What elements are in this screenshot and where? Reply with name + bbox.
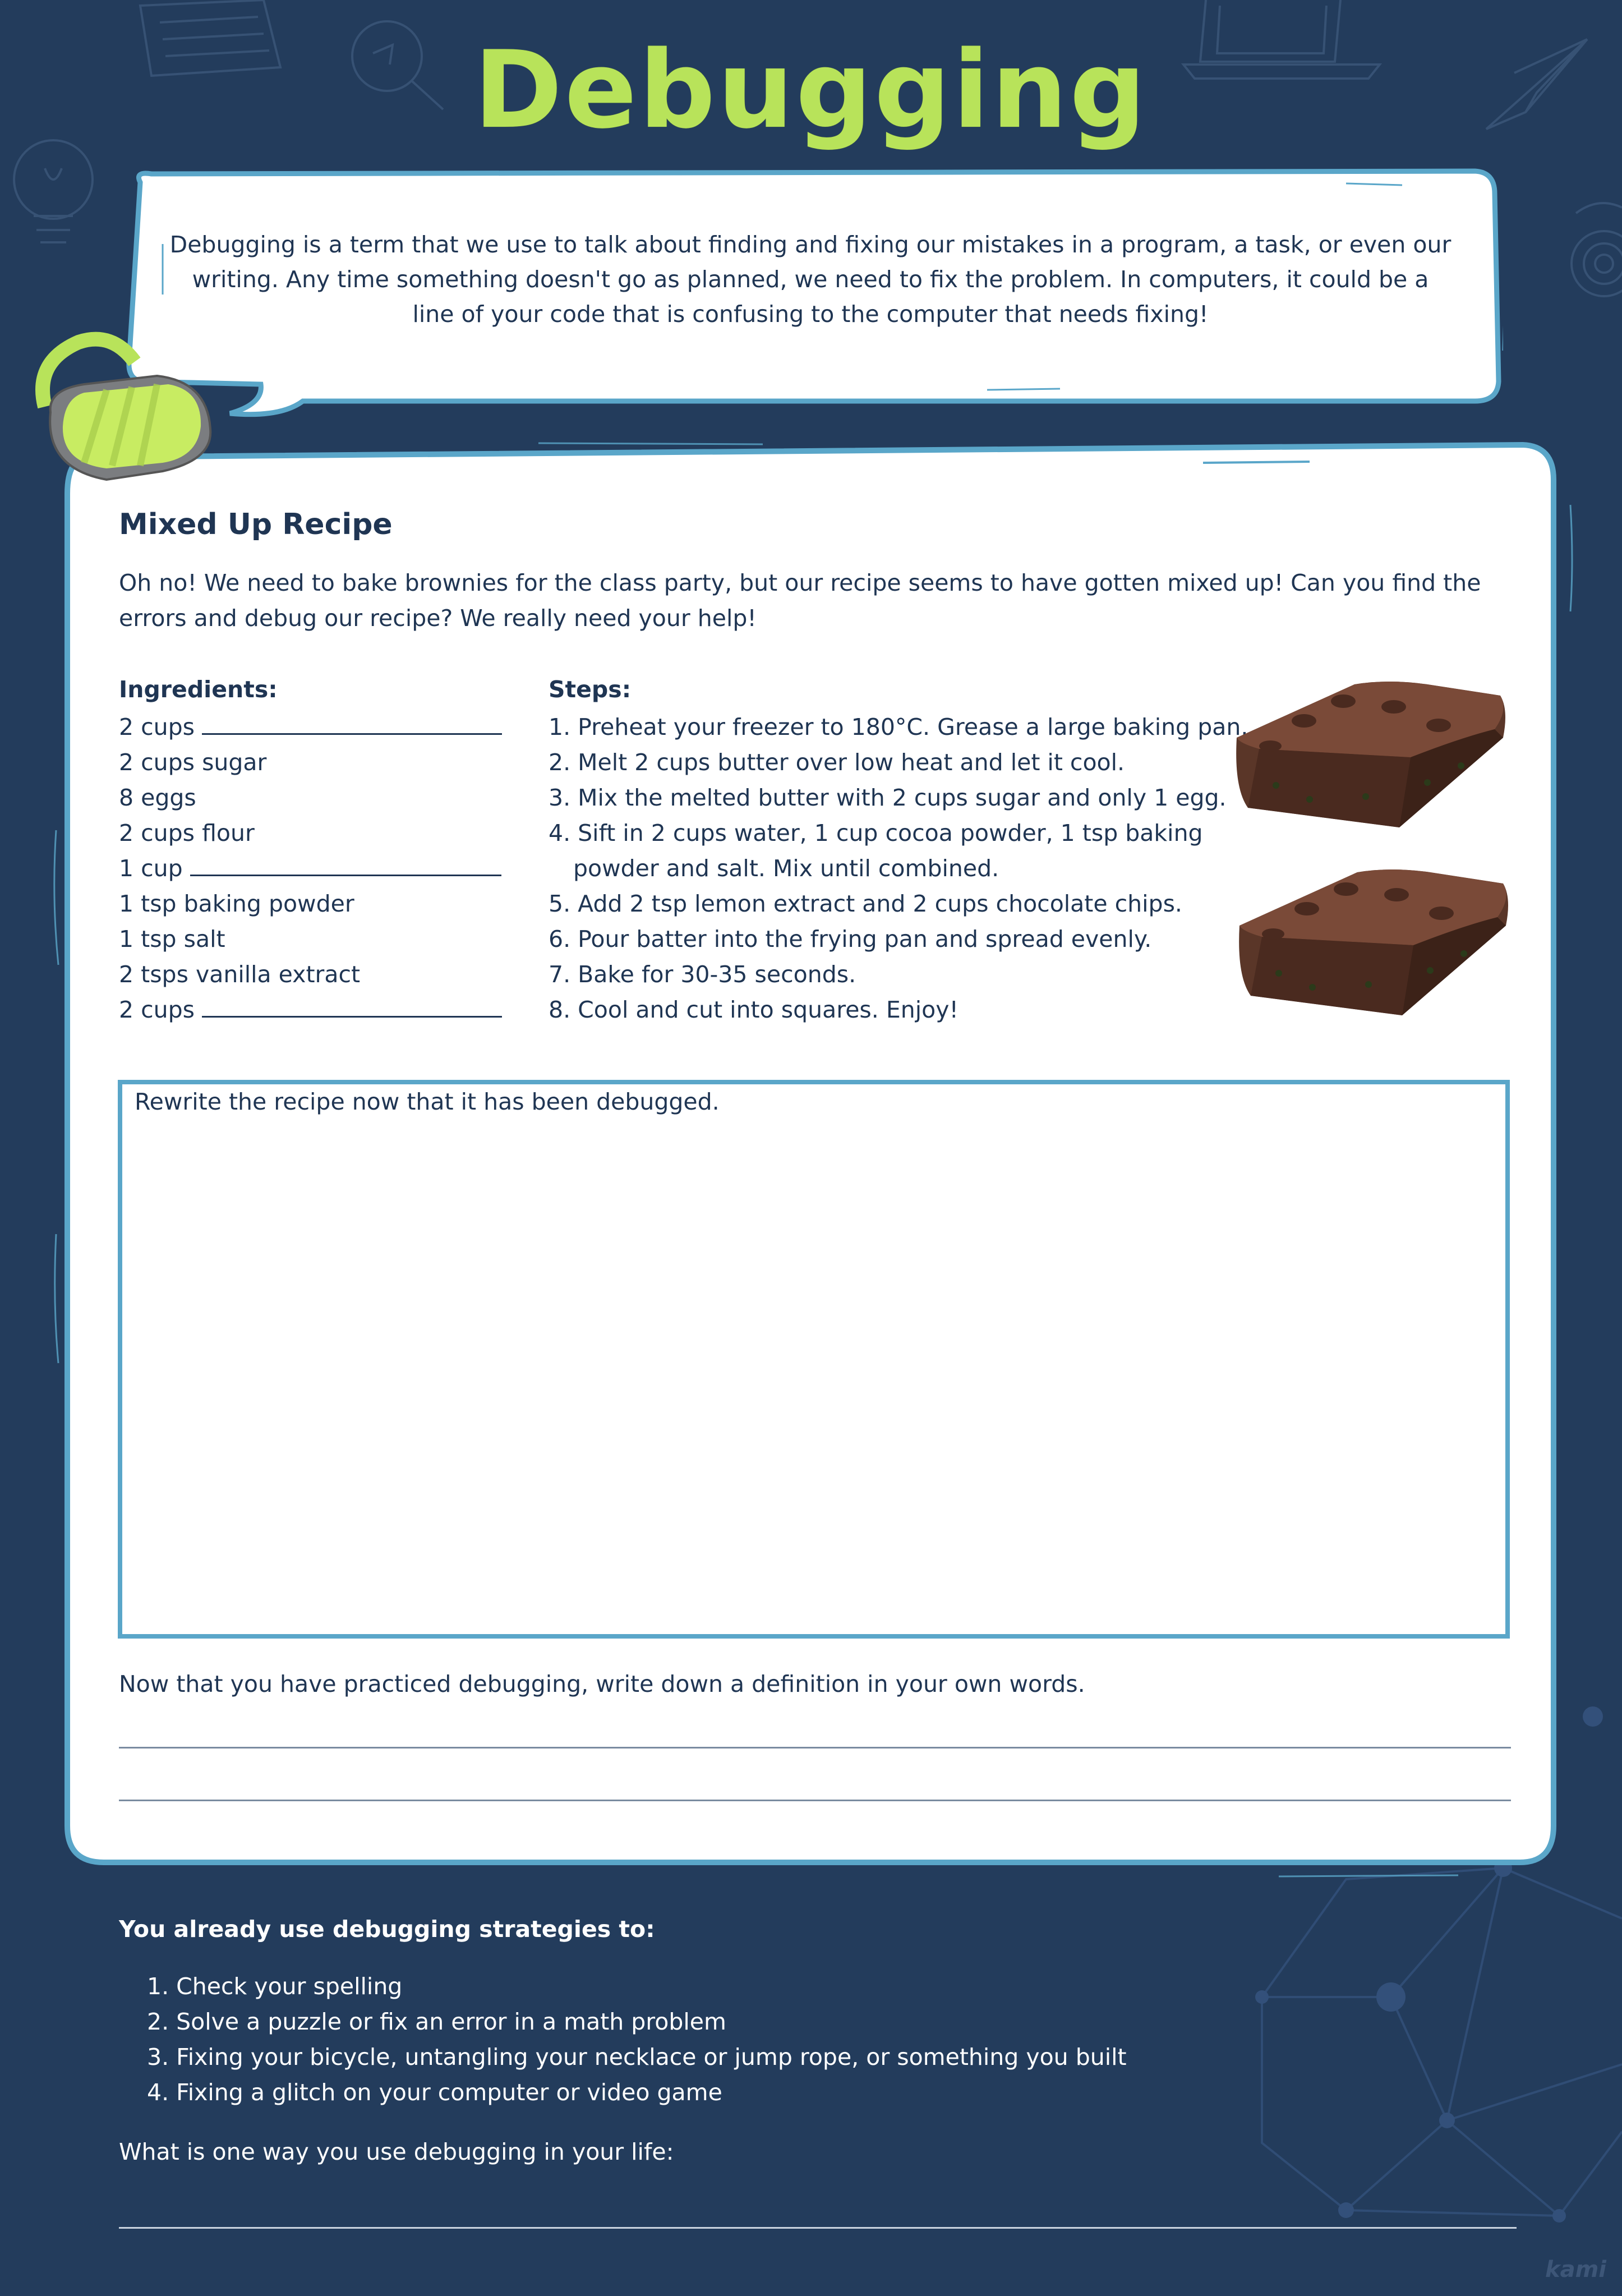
strategies-heading: You already use debugging strategies to: xyxy=(119,1916,655,1943)
fill-in-blank[interactable] xyxy=(202,711,502,735)
kami-logo: kami xyxy=(1545,2257,1606,2283)
ingredient-item: 1 tsp salt xyxy=(119,926,225,953)
step-item: 1. Preheat your freezer to 180°C. Grease a large baking pan. xyxy=(549,714,1248,740)
page-title: Debugging xyxy=(473,28,1149,152)
ingredients-list xyxy=(119,710,502,1028)
strategy-item: 4. Fixing a glitch on your computer or video game xyxy=(147,2079,722,2106)
step-item: 6. Pour batter into the frying pan and spread evenly. xyxy=(549,926,1152,953)
ingredient-item: 2 tsps vanilla extract xyxy=(119,961,361,988)
intro-text: Debugging is a term that we use to talk about finding and fixing our mistakes in a program, a task, or even our writing. Any time something doesn't go as planned, we need to fix the problem. In computers, it could be a line of your code that is confusing to the computer that needs fixing! xyxy=(169,231,1451,328)
lightbulb-icon xyxy=(14,140,93,242)
life-prompt: What is one way you use debugging in your life: xyxy=(119,2138,674,2165)
strategy-item: 2. Solve a puzzle or fix an error in a math problem xyxy=(147,2008,726,2035)
step-item: 4. Sift in 2 cups water, 1 cup cocoa powder, 1 tsp baking xyxy=(549,820,1203,846)
ingredient-item: 2 cups sugar xyxy=(119,749,267,776)
strategies-list xyxy=(147,1969,1127,2110)
fill-in-blank[interactable] xyxy=(190,852,501,876)
ingredients-heading: Ingredients: xyxy=(119,676,278,703)
life-answer-line[interactable] xyxy=(119,2227,1517,2229)
ingredient-item: 2 cups flour xyxy=(119,820,255,846)
step-item: 5. Add 2 tsp lemon extract and 2 cups chocolate chips. xyxy=(549,890,1182,917)
step-item: 8. Cool and cut into squares. Enjoy! xyxy=(549,996,959,1023)
brownie-icon xyxy=(1228,864,1514,1032)
brownie-icon xyxy=(1225,676,1512,844)
strategy-item: 3. Fixing your bicycle, untangling your necklace or jump rope, or something you built xyxy=(147,2044,1127,2070)
steps-heading: Steps: xyxy=(549,676,632,703)
step-item-continued: powder and salt. Mix until combined. xyxy=(573,855,999,882)
definition-answer-line[interactable] xyxy=(119,1800,1511,1801)
recipe-heading: Mixed Up Recipe xyxy=(119,508,393,541)
strategy-item: 1. Check your spelling xyxy=(147,1973,403,2000)
vr-headset-icon xyxy=(22,328,224,496)
ingredient-item: 1 tsp baking powder xyxy=(119,890,354,917)
step-item: 2. Melt 2 cups butter over low heat and let it cool. xyxy=(549,749,1125,776)
ingredient-item: 2 cups xyxy=(119,710,502,745)
recipe-intro: Oh no! We need to bake brownies for the class party, but our recipe seems to have gotten mixed up! Can you find the errors and debug our recipe? We really need your help! xyxy=(119,569,1481,632)
ingredient-item: 8 eggs xyxy=(119,784,196,811)
definition-answer-line[interactable] xyxy=(119,1747,1511,1749)
step-item: 3. Mix the melted butter with 2 cups sugar and only 1 egg. xyxy=(549,784,1227,811)
steps-list xyxy=(549,710,1248,1028)
step-item: 7. Bake for 30-35 seconds. xyxy=(549,961,856,988)
network-icon xyxy=(1262,1868,1622,2216)
ingredient-item: 1 cup xyxy=(119,851,502,886)
rewrite-recipe-textarea[interactable] xyxy=(118,1080,1510,1639)
fill-in-blank[interactable] xyxy=(202,993,502,1018)
rewrite-prompt: Rewrite the recipe now that it has been debugged. xyxy=(135,1088,720,1115)
ingredient-item: 2 cups xyxy=(119,992,502,1028)
definition-prompt: Now that you have practiced debugging, write down a definition in your own words. xyxy=(119,1671,1085,1697)
